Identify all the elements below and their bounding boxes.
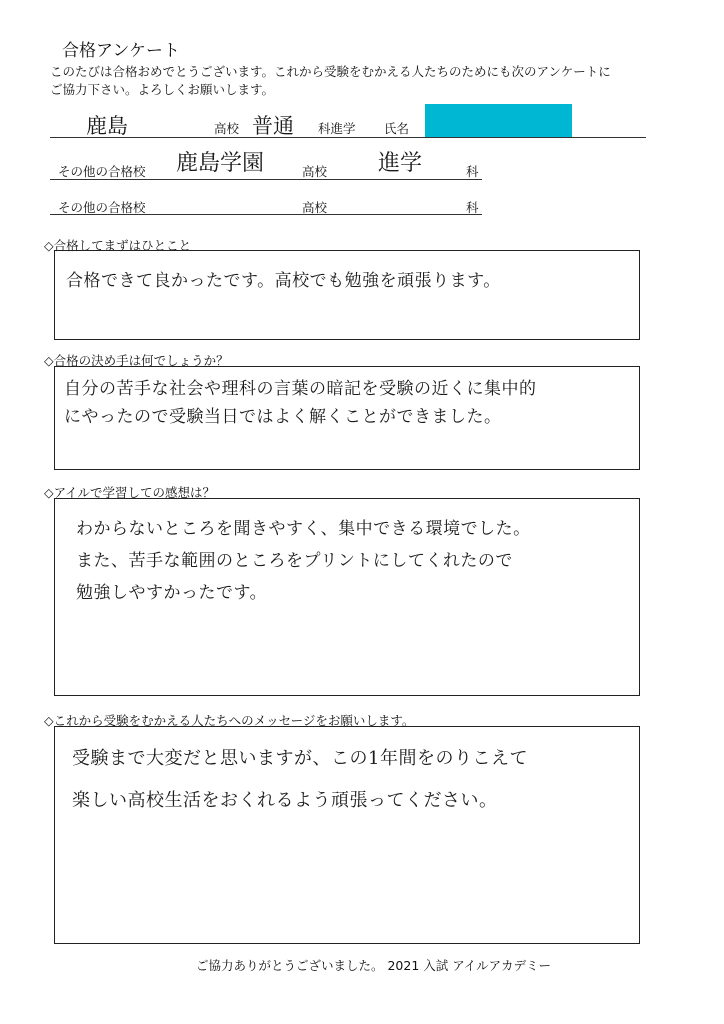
- other-school-hs-label-1: 高校: [302, 164, 328, 179]
- other-course-label-2: 科: [466, 200, 479, 215]
- answer-2-line-2: にやったので受験当日ではよく解くことができました。: [64, 407, 502, 427]
- question-1-heading: ◇合格してまずはひとこと: [44, 238, 192, 253]
- other-school-label-1: その他の合格校: [58, 164, 146, 179]
- row3-underline: [50, 214, 482, 215]
- answer-4-line-2: 楽しい高校生活をおくれるよう頑張ってください。: [72, 790, 498, 811]
- school-label: 高校: [214, 121, 240, 136]
- question-2-heading: ◇合格の決め手は何でしょうか？: [44, 353, 229, 368]
- other-course-label-1: 科: [466, 164, 479, 179]
- row2-underline: [50, 179, 482, 180]
- intro-line-1: このたびは合格おめでとうございます。これから受験をむかえる人たちのためにも次のアンケートに: [50, 64, 611, 79]
- school-handwritten: 鹿島: [86, 114, 128, 138]
- answer-4-line-1: 受験まで大変だと思いますが、この1年間をのりこえて: [72, 748, 528, 769]
- intro-line-2: ご協力下さい。よろしくお願いします。: [50, 82, 275, 97]
- row1-underline: [50, 137, 646, 138]
- other-school-handwritten: 鹿島学園: [176, 151, 265, 176]
- course-label: 科進学: [318, 121, 356, 136]
- other-course-handwritten: 進学: [378, 151, 423, 176]
- footer-text: ご協力ありがとうございました。 2021 入試 アイルアカデミー: [196, 958, 551, 973]
- question-4-heading: ◇これから受験をむかえる人たちへのメッセージをお願いします。: [44, 713, 415, 728]
- other-school-label-2: その他の合格校: [58, 200, 146, 215]
- answer-3-line-3: 勉強しやすかったです。: [76, 583, 268, 603]
- page-title: 合格アンケート: [62, 41, 180, 61]
- answer-3-line-1: わからないところを聞きやすく、集中できる環境でした。: [76, 519, 531, 539]
- answer-3-line-2: また、苦手な範囲のところをプリントにしてくれたので: [76, 551, 513, 571]
- name-redaction: [425, 104, 572, 138]
- answer-2-line-1: 自分の苦手な社会や理科の言葉の暗記を受験の近くに集中的: [64, 379, 537, 399]
- name-label: 氏名: [384, 121, 410, 136]
- answer-box-1: [54, 250, 640, 340]
- course-handwritten: 普通: [252, 114, 294, 138]
- other-school-hs-label-2: 高校: [302, 200, 328, 215]
- question-3-heading: ◇アイルで学習しての感想は？: [44, 485, 215, 500]
- answer-1-line-1: 合格できて良かったです。高校でも勉強を頑張ります。: [66, 271, 501, 291]
